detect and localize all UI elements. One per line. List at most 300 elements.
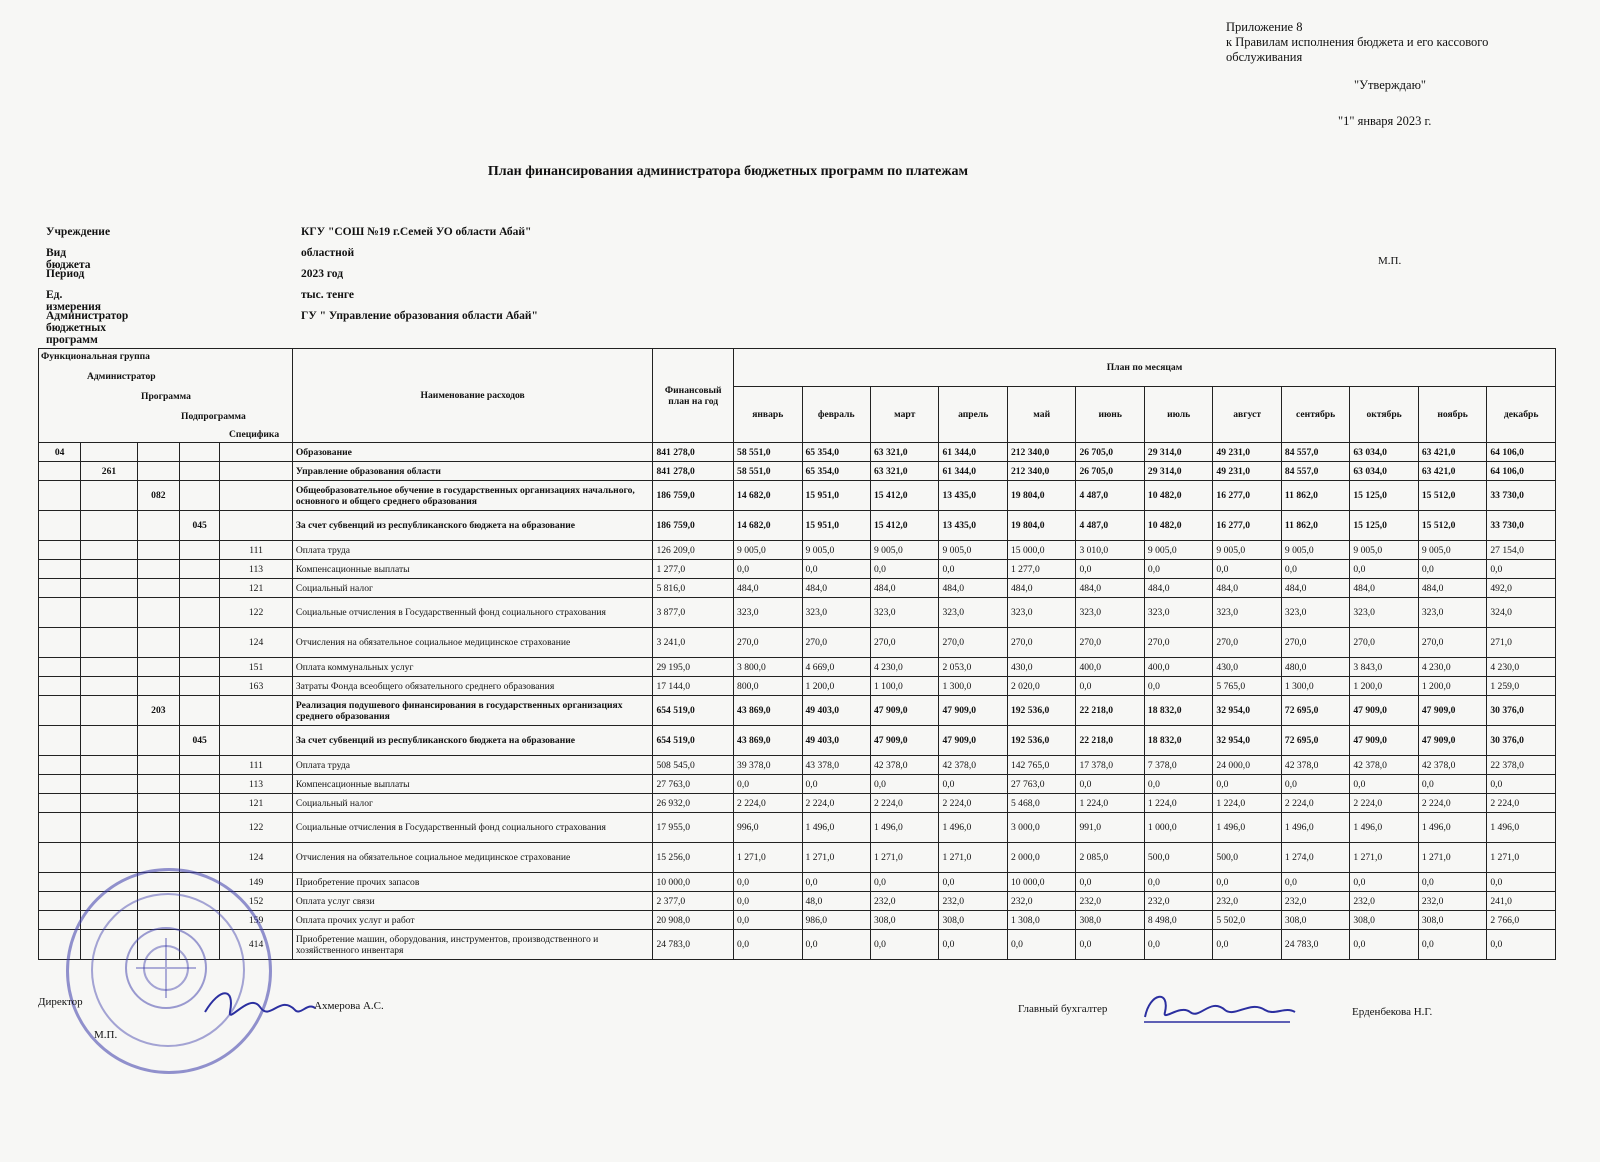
month-value-cell: 1 271,0 [1350, 843, 1418, 873]
month-value-cell: 14 682,0 [734, 511, 802, 541]
month-value-cell: 15 412,0 [870, 481, 938, 511]
admin-cell [81, 726, 137, 756]
month-value-cell: 270,0 [802, 628, 870, 658]
month-value-cell: 0,0 [1350, 873, 1418, 892]
subprogram-cell [180, 628, 220, 658]
month-value-cell: 22 378,0 [1487, 756, 1556, 775]
plan-months-header: План по месяцам [734, 349, 1556, 387]
func-group-cell [39, 696, 81, 726]
month-value-cell: 26 705,0 [1076, 443, 1144, 462]
month-header: октябрь [1350, 387, 1418, 443]
specifics-cell: 149 [220, 873, 293, 892]
month-value-cell: 4 669,0 [802, 658, 870, 677]
expense-name-cell: Общеобразовательное обучение в государственных организациях начального, основного и общего среднего образования [292, 481, 653, 511]
month-value-cell: 0,0 [870, 873, 938, 892]
month-value-cell: 270,0 [1076, 628, 1144, 658]
annual-total-cell: 29 195,0 [653, 658, 734, 677]
specifics-cell: 113 [220, 775, 293, 794]
month-value-cell: 10 000,0 [1007, 873, 1075, 892]
func-group-cell [39, 677, 81, 696]
func-group-cell [39, 579, 81, 598]
admin-header: Администратор [87, 371, 156, 382]
month-value-cell: 2 053,0 [939, 658, 1007, 677]
month-value-cell: 11 862,0 [1281, 481, 1349, 511]
month-value-cell: 232,0 [870, 892, 938, 911]
month-value-cell: 270,0 [1418, 628, 1486, 658]
month-value-cell: 308,0 [939, 911, 1007, 930]
month-value-cell: 72 695,0 [1281, 696, 1349, 726]
month-value-cell: 61 344,0 [939, 443, 1007, 462]
month-value-cell: 0,0 [1213, 560, 1281, 579]
month-header: май [1007, 387, 1075, 443]
admin-cell: 261 [81, 462, 137, 481]
month-value-cell: 2 224,0 [734, 794, 802, 813]
month-value-cell: 0,0 [939, 775, 1007, 794]
month-value-cell: 0,0 [1213, 873, 1281, 892]
month-value-cell: 0,0 [802, 560, 870, 579]
month-value-cell: 24 783,0 [1281, 930, 1349, 960]
month-value-cell: 0,0 [1487, 873, 1556, 892]
func-group-cell [39, 560, 81, 579]
table-row [39, 462, 1556, 481]
specifics-cell: 111 [220, 756, 293, 775]
month-value-cell: 1 496,0 [939, 813, 1007, 843]
program-cell [137, 813, 179, 843]
month-value-cell: 47 909,0 [1350, 696, 1418, 726]
month-value-cell: 7 378,0 [1144, 756, 1212, 775]
annual-total-cell: 654 519,0 [653, 726, 734, 756]
month-value-cell: 484,0 [1281, 579, 1349, 598]
month-value-cell: 49 231,0 [1213, 462, 1281, 481]
month-value-cell: 1 496,0 [870, 813, 938, 843]
expense-name-cell: Образование [292, 443, 653, 462]
month-value-cell: 64 106,0 [1487, 462, 1556, 481]
month-value-cell: 1 496,0 [1213, 813, 1281, 843]
month-value-cell: 484,0 [1350, 579, 1418, 598]
month-value-cell: 800,0 [734, 677, 802, 696]
expense-name-cell: Социальный налог [292, 794, 653, 813]
specifics-cell: 113 [220, 560, 293, 579]
month-value-cell: 15 412,0 [870, 511, 938, 541]
table-row [39, 873, 1556, 892]
annex-number: Приложение 8 [1226, 20, 1303, 34]
month-value-cell: 500,0 [1144, 843, 1212, 873]
month-value-cell: 13 435,0 [939, 481, 1007, 511]
approve-label: "Утверждаю" [1354, 78, 1427, 92]
month-value-cell: 323,0 [870, 598, 938, 628]
month-value-cell: 400,0 [1076, 658, 1144, 677]
month-value-cell: 484,0 [1076, 579, 1144, 598]
program-cell [137, 658, 179, 677]
program-header: Программа [141, 391, 191, 402]
month-value-cell: 0,0 [734, 892, 802, 911]
month-value-cell: 324,0 [1487, 598, 1556, 628]
info-label: Период [46, 268, 85, 280]
month-value-cell: 323,0 [1213, 598, 1281, 628]
expense-name-cell: За счет субвенций из республиканского бюджета на образование [292, 726, 653, 756]
month-value-cell: 64 106,0 [1487, 443, 1556, 462]
month-value-cell: 270,0 [1213, 628, 1281, 658]
month-value-cell: 484,0 [802, 579, 870, 598]
month-value-cell: 1 496,0 [1418, 813, 1486, 843]
month-value-cell: 232,0 [1281, 892, 1349, 911]
month-value-cell: 0,0 [1213, 775, 1281, 794]
month-value-cell: 8 498,0 [1144, 911, 1212, 930]
month-value-cell: 5 502,0 [1213, 911, 1281, 930]
admin-cell [81, 696, 137, 726]
month-value-cell: 0,0 [1418, 930, 1486, 960]
func-group-cell: 04 [39, 443, 81, 462]
month-value-cell: 49 403,0 [802, 696, 870, 726]
month-value-cell: 22 218,0 [1076, 726, 1144, 756]
info-label: Ед. измерения [46, 289, 101, 313]
subprogram-cell [180, 481, 220, 511]
month-value-cell: 0,0 [1487, 775, 1556, 794]
month-value-cell: 0,0 [1076, 775, 1144, 794]
month-value-cell: 43 869,0 [734, 696, 802, 726]
month-value-cell: 4 487,0 [1076, 481, 1144, 511]
month-value-cell: 9 005,0 [734, 541, 802, 560]
month-value-cell: 0,0 [1076, 560, 1144, 579]
month-value-cell: 16 277,0 [1213, 481, 1281, 511]
annual-total-cell: 3 241,0 [653, 628, 734, 658]
specifics-cell: 111 [220, 541, 293, 560]
month-value-cell: 15 125,0 [1350, 481, 1418, 511]
table-row [39, 628, 1556, 658]
month-value-cell: 5 468,0 [1007, 794, 1075, 813]
month-value-cell: 270,0 [1144, 628, 1212, 658]
month-value-cell: 9 005,0 [1418, 541, 1486, 560]
subprogram-cell [180, 756, 220, 775]
month-value-cell: 1 100,0 [870, 677, 938, 696]
info-label: Учреждение [46, 226, 111, 238]
specifics-cell: 414 [220, 930, 293, 960]
month-value-cell: 323,0 [1350, 598, 1418, 628]
table-row [39, 560, 1556, 579]
month-value-cell: 270,0 [1281, 628, 1349, 658]
subprogram-cell [180, 696, 220, 726]
specifics-cell [220, 443, 293, 462]
month-value-cell: 0,0 [734, 873, 802, 892]
func-group-header: Функциональная группа [41, 351, 150, 362]
annual-total-cell: 841 278,0 [653, 462, 734, 481]
subprogram-cell [180, 658, 220, 677]
month-value-cell: 1 000,0 [1144, 813, 1212, 843]
month-value-cell: 0,0 [734, 930, 802, 960]
month-value-cell: 47 909,0 [870, 726, 938, 756]
table-row [39, 481, 1556, 511]
month-value-cell: 500,0 [1213, 843, 1281, 873]
program-cell [137, 579, 179, 598]
month-value-cell: 996,0 [734, 813, 802, 843]
month-value-cell: 430,0 [1213, 658, 1281, 677]
month-value-cell: 42 378,0 [1350, 756, 1418, 775]
month-value-cell: 323,0 [1076, 598, 1144, 628]
month-value-cell: 323,0 [734, 598, 802, 628]
subprogram-cell: 045 [180, 511, 220, 541]
month-value-cell: 27 763,0 [1007, 775, 1075, 794]
admin-cell [81, 794, 137, 813]
annual-total-cell: 654 519,0 [653, 696, 734, 726]
admin-cell [81, 579, 137, 598]
annual-total-cell: 186 759,0 [653, 511, 734, 541]
mp-label: М.П. [1378, 255, 1402, 267]
month-value-cell: 0,0 [1144, 677, 1212, 696]
month-value-cell: 0,0 [1350, 775, 1418, 794]
specifics-cell: 122 [220, 598, 293, 628]
expense-name-cell: Реализация подушевого финансирования в государственных организациях среднего образования [292, 696, 653, 726]
func-group-cell [39, 775, 81, 794]
annual-total-cell: 3 877,0 [653, 598, 734, 628]
table-row [39, 658, 1556, 677]
admin-cell [81, 677, 137, 696]
month-value-cell: 27 154,0 [1487, 541, 1556, 560]
month-value-cell: 323,0 [1418, 598, 1486, 628]
director-label: Директор [38, 996, 83, 1008]
expense-name-cell: Оплата услуг связи [292, 892, 653, 911]
expense-name-cell: Социальные отчисления в Государственный фонд социального страхования [292, 813, 653, 843]
annual-total-cell: 508 545,0 [653, 756, 734, 775]
month-value-cell: 0,0 [1350, 560, 1418, 579]
month-header: июль [1144, 387, 1212, 443]
month-value-cell: 63 034,0 [1350, 443, 1418, 462]
month-value-cell: 0,0 [734, 911, 802, 930]
admin-cell [81, 511, 137, 541]
month-header: январь [734, 387, 802, 443]
func-group-cell [39, 756, 81, 775]
month-value-cell: 3 843,0 [1350, 658, 1418, 677]
table-row [39, 541, 1556, 560]
subprogram-cell: 045 [180, 726, 220, 756]
month-value-cell: 1 271,0 [734, 843, 802, 873]
expense-name-cell: Социальные отчисления в Государственный фонд социального страхования [292, 598, 653, 628]
info-label: Администратор бюджетных программ [46, 310, 129, 346]
annual-total-cell: 186 759,0 [653, 481, 734, 511]
month-value-cell: 26 705,0 [1076, 462, 1144, 481]
month-value-cell: 43 869,0 [734, 726, 802, 756]
month-value-cell: 9 005,0 [1144, 541, 1212, 560]
expense-name-cell: Управление образования области [292, 462, 653, 481]
annual-total-cell: 17 955,0 [653, 813, 734, 843]
month-value-cell: 192 536,0 [1007, 696, 1075, 726]
month-value-cell: 0,0 [1281, 873, 1349, 892]
month-value-cell: 1 224,0 [1076, 794, 1144, 813]
month-value-cell: 1 300,0 [1281, 677, 1349, 696]
month-value-cell: 1 274,0 [1281, 843, 1349, 873]
month-value-cell: 9 005,0 [939, 541, 1007, 560]
month-value-cell: 47 909,0 [939, 696, 1007, 726]
month-value-cell: 33 730,0 [1487, 511, 1556, 541]
month-value-cell: 484,0 [1418, 579, 1486, 598]
table-row [39, 813, 1556, 843]
month-value-cell: 0,0 [802, 930, 870, 960]
footer-mp: М.П. [94, 1029, 118, 1041]
specifics-header: Специфика [229, 429, 280, 440]
approve-date: "1" января 2023 г. [1338, 114, 1432, 128]
month-value-cell: 0,0 [802, 873, 870, 892]
month-value-cell: 492,0 [1487, 579, 1556, 598]
month-value-cell: 323,0 [802, 598, 870, 628]
month-value-cell: 42 378,0 [870, 756, 938, 775]
month-value-cell: 270,0 [870, 628, 938, 658]
month-value-cell: 16 277,0 [1213, 511, 1281, 541]
month-value-cell: 42 378,0 [1281, 756, 1349, 775]
func-group-cell [39, 658, 81, 677]
annual-total-cell: 2 377,0 [653, 892, 734, 911]
month-value-cell: 84 557,0 [1281, 462, 1349, 481]
func-group-cell [39, 511, 81, 541]
program-cell [137, 775, 179, 794]
month-value-cell: 72 695,0 [1281, 726, 1349, 756]
month-value-cell: 47 909,0 [939, 726, 1007, 756]
info-value: тыс. тенге [301, 289, 355, 301]
admin-cell [81, 481, 137, 511]
month-value-cell: 0,0 [1213, 930, 1281, 960]
program-cell [137, 511, 179, 541]
month-value-cell: 1 308,0 [1007, 911, 1075, 930]
accountant-signature-icon [1140, 982, 1300, 1032]
month-value-cell: 84 557,0 [1281, 443, 1349, 462]
month-value-cell: 232,0 [1350, 892, 1418, 911]
expense-name-cell: Отчисления на обязательное социальное медицинское страхование [292, 628, 653, 658]
month-value-cell: 39 378,0 [734, 756, 802, 775]
month-value-cell: 47 909,0 [870, 696, 938, 726]
month-value-cell: 0,0 [734, 775, 802, 794]
month-value-cell: 308,0 [1076, 911, 1144, 930]
annual-total-cell: 10 000,0 [653, 873, 734, 892]
table-row [39, 511, 1556, 541]
specifics-cell [220, 481, 293, 511]
month-value-cell: 0,0 [1076, 873, 1144, 892]
month-value-cell: 0,0 [939, 873, 1007, 892]
month-value-cell: 0,0 [734, 560, 802, 579]
table-row [39, 892, 1556, 911]
month-value-cell: 192 536,0 [1007, 726, 1075, 756]
month-value-cell: 1 271,0 [939, 843, 1007, 873]
classification-header [39, 349, 293, 443]
info-label: Вид бюджета [46, 247, 91, 271]
specifics-cell: 121 [220, 579, 293, 598]
month-header: декабрь [1487, 387, 1556, 443]
program-cell [137, 560, 179, 579]
annual-total-cell: 126 209,0 [653, 541, 734, 560]
func-group-cell [39, 628, 81, 658]
month-header: сентябрь [1281, 387, 1349, 443]
month-value-cell: 0,0 [870, 560, 938, 579]
month-value-cell: 0,0 [1418, 775, 1486, 794]
info-value: 2023 год [301, 268, 344, 280]
month-value-cell: 270,0 [1007, 628, 1075, 658]
month-value-cell: 484,0 [1007, 579, 1075, 598]
month-value-cell: 1 300,0 [939, 677, 1007, 696]
func-group-cell [39, 726, 81, 756]
month-value-cell: 0,0 [1076, 930, 1144, 960]
specifics-cell: 122 [220, 813, 293, 843]
month-value-cell: 30 376,0 [1487, 696, 1556, 726]
info-value: ГУ " Управление образования области Абай" [301, 310, 538, 322]
month-value-cell: 43 378,0 [802, 756, 870, 775]
expense-name-cell: Социальный налог [292, 579, 653, 598]
month-value-cell: 308,0 [870, 911, 938, 930]
page-title: План финансирования администратора бюджетных программ по платежам [487, 164, 969, 179]
month-value-cell: 63 321,0 [870, 443, 938, 462]
month-value-cell: 11 862,0 [1281, 511, 1349, 541]
month-value-cell: 0,0 [939, 930, 1007, 960]
month-value-cell: 0,0 [1281, 775, 1349, 794]
month-value-cell: 4 230,0 [870, 658, 938, 677]
table-row [39, 911, 1556, 930]
month-value-cell: 15 512,0 [1418, 511, 1486, 541]
admin-cell [81, 813, 137, 843]
official-stamp [66, 868, 272, 1074]
month-value-cell: 232,0 [1144, 892, 1212, 911]
director-signature-icon [200, 982, 320, 1032]
month-value-cell: 0,0 [802, 775, 870, 794]
annual-total-cell: 1 277,0 [653, 560, 734, 579]
month-value-cell: 308,0 [1281, 911, 1349, 930]
admin-cell [81, 658, 137, 677]
month-value-cell: 400,0 [1144, 658, 1212, 677]
month-value-cell: 271,0 [1487, 628, 1556, 658]
month-value-cell: 49 231,0 [1213, 443, 1281, 462]
month-header: апрель [939, 387, 1007, 443]
month-value-cell: 0,0 [1144, 930, 1212, 960]
annual-total-cell: 26 932,0 [653, 794, 734, 813]
month-value-cell: 0,0 [1487, 560, 1556, 579]
expense-name-cell: Приобретение машин, оборудования, инструментов, производственного и хозяйственного инвентаря [292, 930, 653, 960]
month-value-cell: 212 340,0 [1007, 443, 1075, 462]
expense-name-cell: Затраты Фонда всеобщего обязательного среднего образования [292, 677, 653, 696]
program-cell: 203 [137, 696, 179, 726]
month-value-cell: 0,0 [1144, 873, 1212, 892]
month-value-cell: 47 909,0 [1418, 726, 1486, 756]
expense-name-cell: Оплата труда [292, 541, 653, 560]
month-value-cell: 33 730,0 [1487, 481, 1556, 511]
accountant-name: Ерденбекова Н.Г. [1352, 1006, 1433, 1018]
month-value-cell: 1 271,0 [1487, 843, 1556, 873]
table-row [39, 775, 1556, 794]
subprogram-cell [180, 598, 220, 628]
func-group-cell [39, 462, 81, 481]
table-row [39, 696, 1556, 726]
month-value-cell: 0,0 [1281, 560, 1349, 579]
subprogram-cell [180, 560, 220, 579]
month-value-cell: 0,0 [1487, 930, 1556, 960]
program-cell [137, 756, 179, 775]
month-value-cell: 3 000,0 [1007, 813, 1075, 843]
month-value-cell: 2 224,0 [870, 794, 938, 813]
month-value-cell: 484,0 [1144, 579, 1212, 598]
month-value-cell: 323,0 [939, 598, 1007, 628]
month-header: февраль [802, 387, 870, 443]
month-value-cell: 1 271,0 [802, 843, 870, 873]
month-value-cell: 1 496,0 [802, 813, 870, 843]
month-value-cell: 2 766,0 [1487, 911, 1556, 930]
expense-name-cell: Оплата коммунальных услуг [292, 658, 653, 677]
program-cell [137, 794, 179, 813]
month-value-cell: 0,0 [1418, 873, 1486, 892]
table-row [39, 677, 1556, 696]
month-value-cell: 0,0 [1418, 560, 1486, 579]
month-value-cell: 63 421,0 [1418, 443, 1486, 462]
month-value-cell: 241,0 [1487, 892, 1556, 911]
month-value-cell: 0,0 [870, 775, 938, 794]
func-group-cell [39, 541, 81, 560]
subprogram-cell [180, 579, 220, 598]
admin-cell [81, 756, 137, 775]
month-value-cell: 63 421,0 [1418, 462, 1486, 481]
month-header: ноябрь [1418, 387, 1486, 443]
